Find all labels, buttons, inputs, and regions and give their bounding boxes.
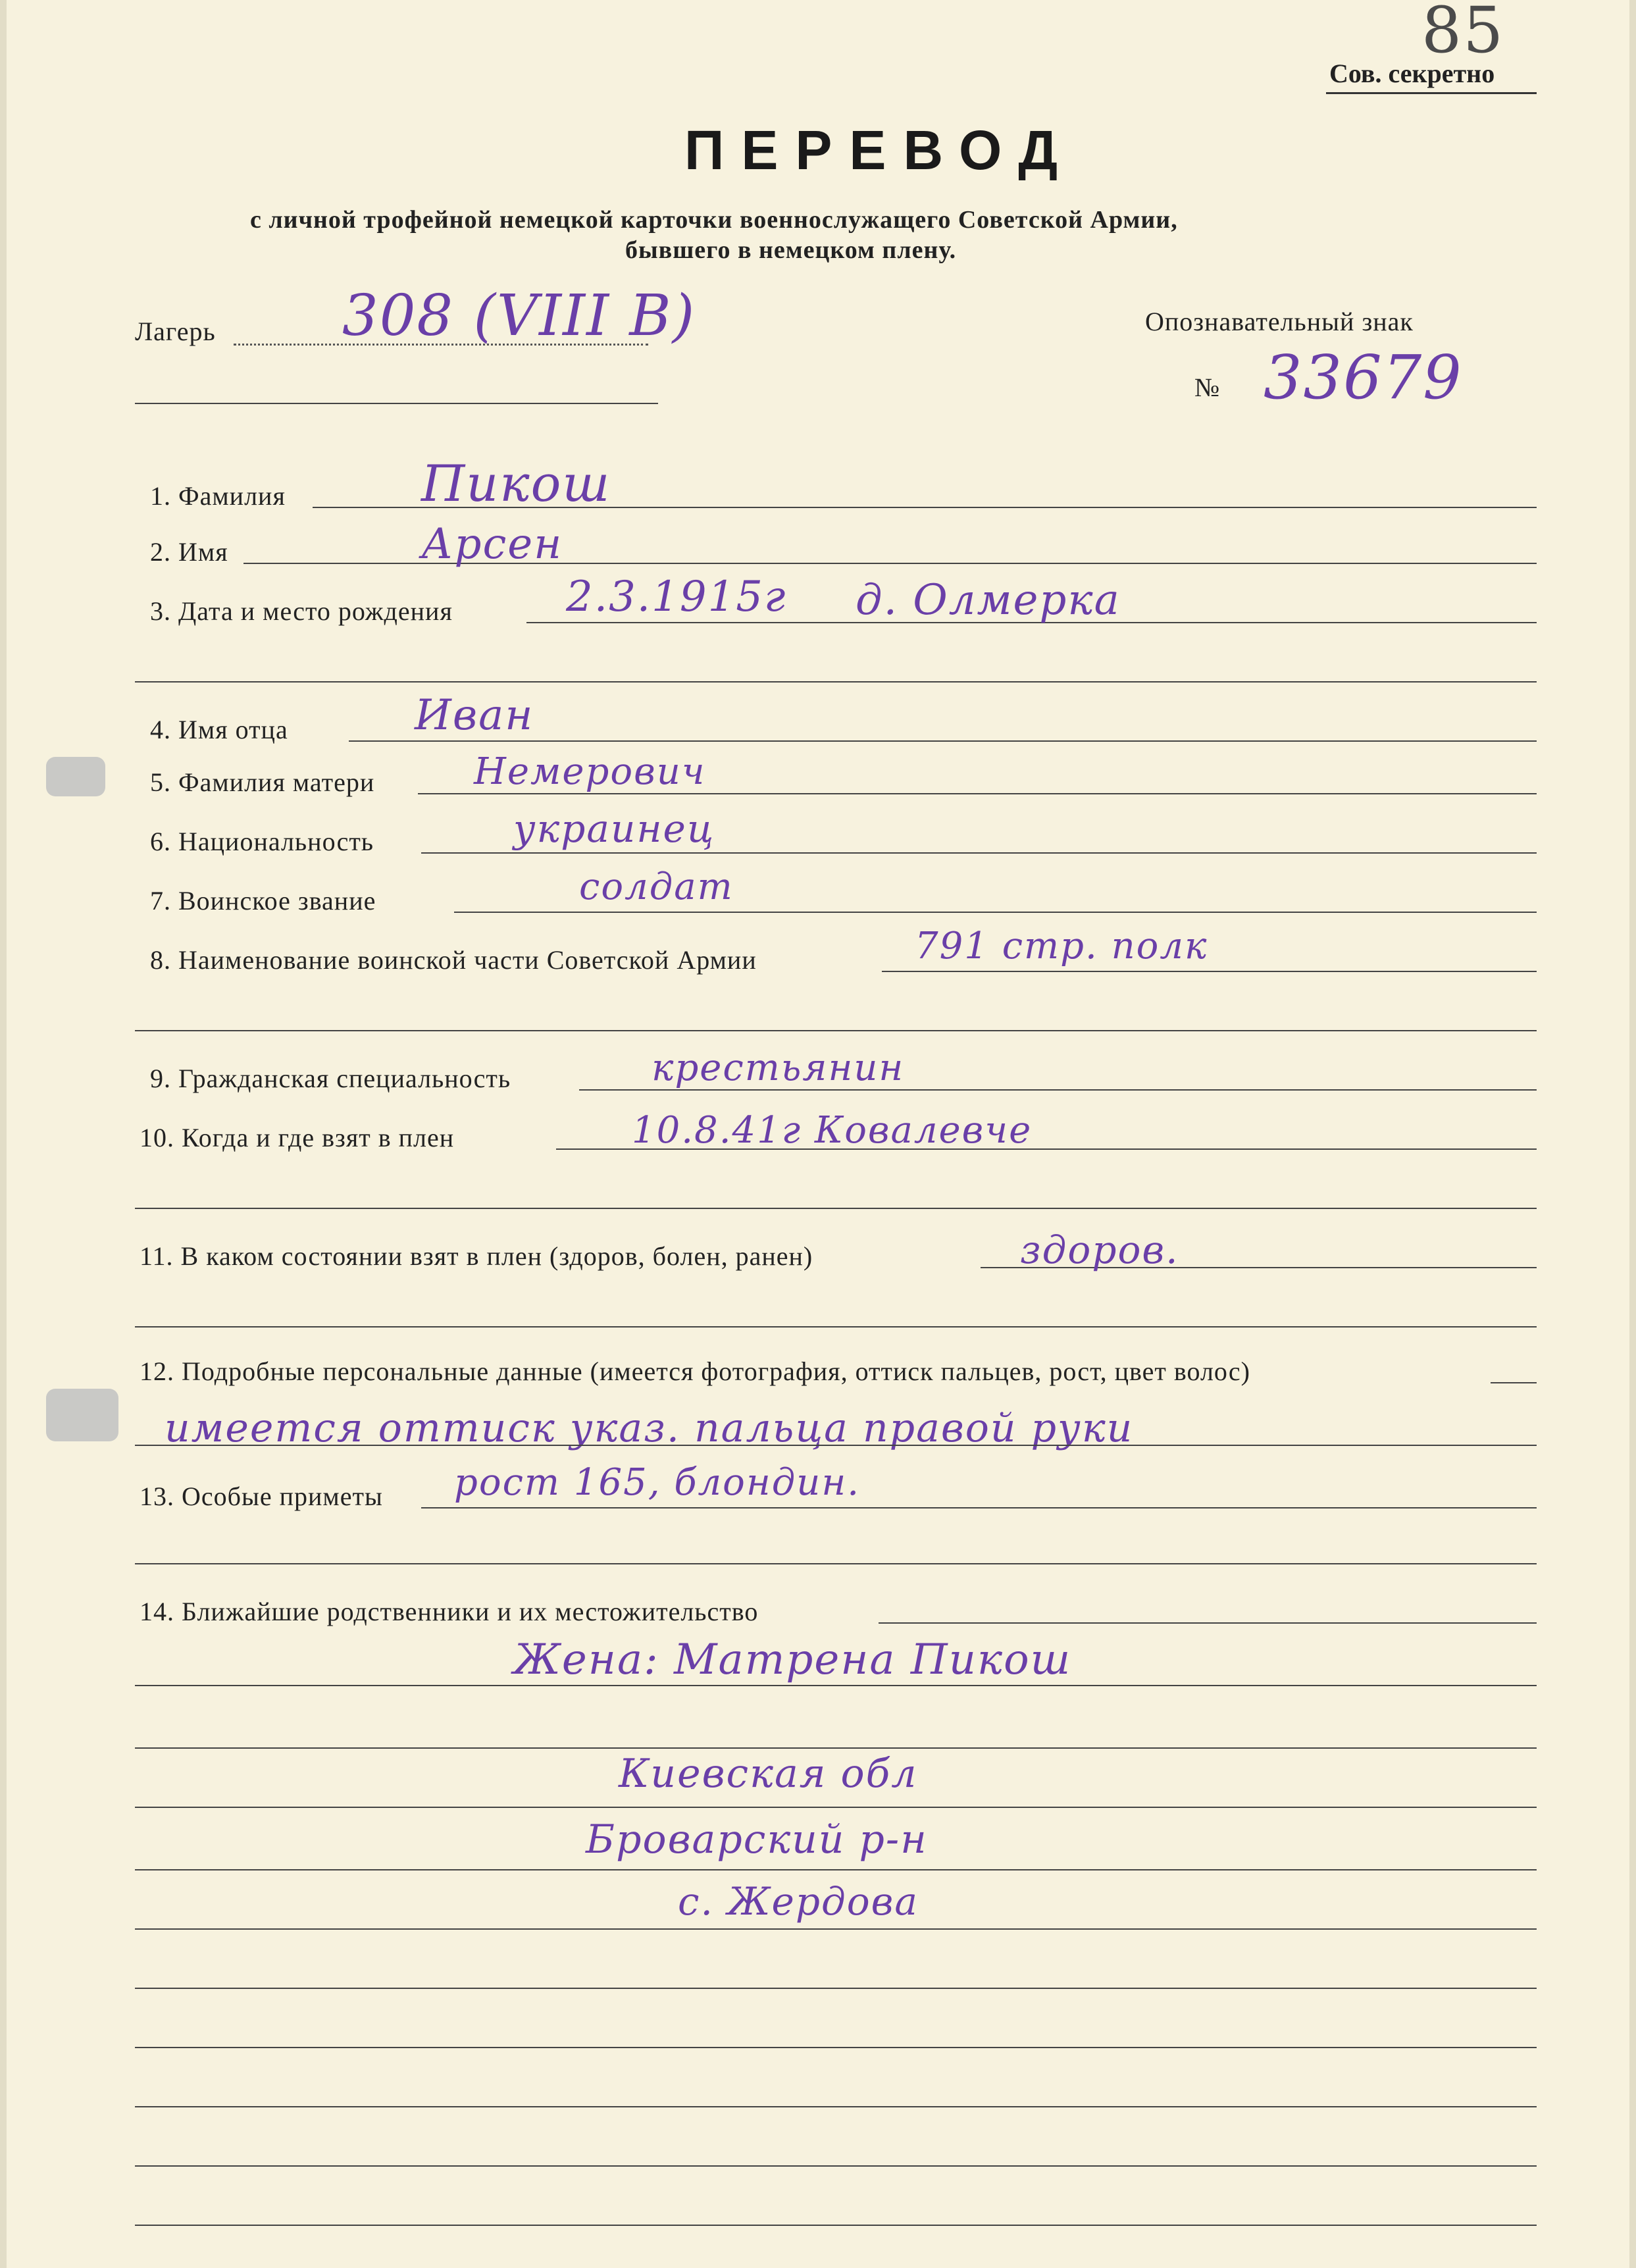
relatives-line-3: Броварский р-н bbox=[586, 1817, 928, 1863]
field-12-rule bbox=[1491, 1382, 1537, 1383]
punch-hole-top bbox=[46, 757, 105, 796]
field-4-number: 4. bbox=[150, 715, 171, 744]
secrecy-stamp: Сов. секретно bbox=[1329, 59, 1495, 88]
field-12-number: 12. bbox=[140, 1356, 174, 1386]
field-7-label: Воинское звание bbox=[178, 886, 376, 915]
field-8-label: Наименование воинской части Советской Армии bbox=[178, 945, 757, 975]
field-14-number: 14. bbox=[140, 1597, 174, 1626]
field-8-number: 8. bbox=[150, 945, 171, 975]
relatives-rule-5 bbox=[135, 1928, 1537, 1930]
field-6-rule bbox=[421, 852, 1537, 854]
field-1-label: Фамилия bbox=[178, 481, 286, 511]
sheet-number: 85 bbox=[1421, 0, 1505, 67]
field-11-value: здоров. bbox=[1020, 1227, 1179, 1272]
field-9-label: Гражданская специальность bbox=[178, 1064, 511, 1093]
subtitle-line-1: с личной трофейной немецкой карточки военнослужащего Советской Армии, bbox=[250, 206, 1178, 234]
scan-edge-right bbox=[1629, 0, 1636, 2268]
field-11-label: В каком состоянии взят в плен (здоров, болен, ранен) bbox=[180, 1241, 813, 1271]
field-10-label: Когда и где взят в плен bbox=[182, 1123, 455, 1152]
relatives-line-2: Киевская обл bbox=[619, 1751, 918, 1797]
field-14-rule bbox=[879, 1622, 1537, 1624]
field-6-value: украинец bbox=[513, 806, 715, 851]
field-5-number: 5. bbox=[150, 767, 171, 797]
field-12-second-rule bbox=[135, 1445, 1537, 1446]
scan-edge-left bbox=[0, 0, 7, 2268]
subtitle-line-2: бывшего в немецком плену. bbox=[625, 236, 957, 264]
relatives-rule-8 bbox=[135, 2106, 1537, 2107]
camp-value: 308 (VIII B) bbox=[342, 283, 696, 349]
field-13-value: рост 165, блондин. bbox=[454, 1461, 860, 1504]
relatives-rule-6 bbox=[135, 1988, 1537, 1989]
tag-label: Опознавательный знак bbox=[1145, 307, 1414, 336]
relatives-rule-4 bbox=[135, 1869, 1537, 1870]
field-4-label: Имя отца bbox=[178, 715, 288, 744]
field-8-value: 791 стр. полк bbox=[915, 925, 1208, 967]
field-14-label: Ближайшие родственники и их местожительство bbox=[182, 1597, 759, 1626]
field-3-number: 3. bbox=[150, 596, 171, 626]
field-2-value: Арсен bbox=[421, 520, 563, 569]
field-5-label: Фамилия матери bbox=[178, 767, 375, 797]
relatives-rule-10 bbox=[135, 2225, 1537, 2226]
field-3-second-rule bbox=[135, 681, 1537, 683]
tag-value: 33679 bbox=[1264, 342, 1463, 413]
field-12-label: Подробные персональные данные (имеется фотография, оттиск пальцев, рост, цвет волос) bbox=[182, 1356, 1250, 1386]
relatives-rule-9 bbox=[135, 2165, 1537, 2167]
field-10-second-rule bbox=[135, 1208, 1537, 1209]
secrecy-underline bbox=[1326, 92, 1537, 94]
field-9-number: 9. bbox=[150, 1064, 171, 1093]
field-1-number: 1. bbox=[150, 481, 171, 511]
field-6-number: 6. bbox=[150, 827, 171, 856]
field-10-value: 10.8.41г Ковалевче bbox=[632, 1109, 1033, 1152]
relatives-rule-7 bbox=[135, 2047, 1537, 2048]
field-3-label: Дата и место рождения bbox=[178, 596, 453, 626]
punch-hole-bottom bbox=[46, 1389, 118, 1441]
field-7-value: солдат bbox=[579, 865, 734, 908]
field-8-second-rule bbox=[135, 1030, 1537, 1031]
field-10-number: 10. bbox=[140, 1123, 174, 1152]
camp-label: Лагерь bbox=[135, 317, 216, 346]
relatives-rule-2 bbox=[135, 1747, 1537, 1749]
field-13-rule bbox=[421, 1507, 1537, 1508]
document-title: ПЕРЕВОД bbox=[684, 119, 1075, 181]
relatives-line-1: Жена: Матрена Пикош bbox=[513, 1636, 1072, 1684]
field-3-date-value: 2.3.1915г bbox=[566, 573, 787, 621]
field-5-rule bbox=[418, 793, 1537, 794]
tag-number-sign: № bbox=[1194, 373, 1221, 402]
camp-second-rule bbox=[135, 403, 658, 404]
field-2-label: Имя bbox=[178, 537, 228, 567]
field-4-rule bbox=[349, 740, 1537, 742]
field-11-number: 11. bbox=[140, 1241, 174, 1271]
field-3-place-value: д. Олмерка bbox=[856, 576, 1121, 625]
field-6-label: Национальность bbox=[178, 827, 374, 856]
relatives-rule-3 bbox=[135, 1807, 1537, 1808]
field-5-value: Немерович bbox=[474, 750, 706, 793]
field-9-value: крестьянин bbox=[652, 1046, 905, 1089]
field-1-value: Пикош bbox=[421, 454, 611, 513]
field-8-rule bbox=[882, 971, 1537, 972]
field-13-number: 13. bbox=[140, 1482, 174, 1511]
relatives-rule-1 bbox=[135, 1685, 1537, 1686]
field-2-number: 2. bbox=[150, 537, 171, 567]
relatives-line-4: с. Жердова bbox=[678, 1879, 919, 1924]
field-4-value: Иван bbox=[415, 691, 534, 740]
field-7-rule bbox=[454, 912, 1537, 913]
field-13-second-rule bbox=[135, 1563, 1537, 1564]
field-11-second-rule bbox=[135, 1326, 1537, 1327]
field-12-value: имеется оттиск указ. пальца правой руки bbox=[165, 1405, 1134, 1451]
field-13-label: Особые приметы bbox=[182, 1482, 383, 1511]
field-9-rule bbox=[579, 1089, 1537, 1091]
field-7-number: 7. bbox=[150, 886, 171, 915]
